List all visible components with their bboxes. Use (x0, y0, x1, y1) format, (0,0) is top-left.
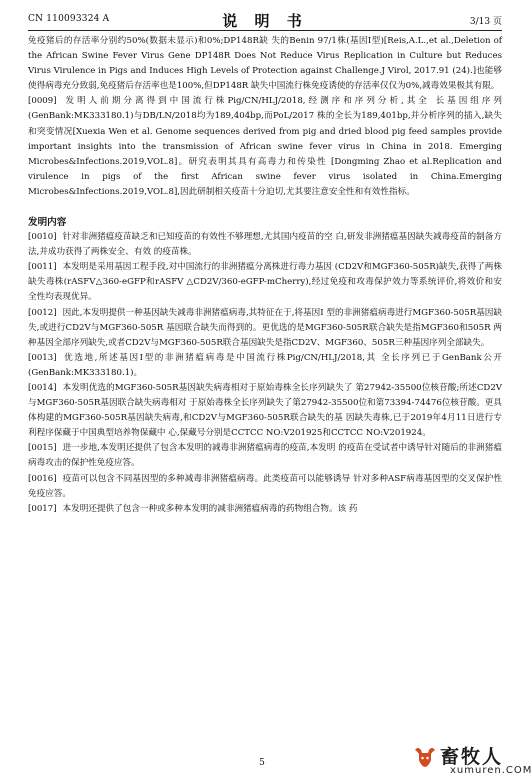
paragraph-0014 (28, 381, 502, 441)
paragraph-text: 疫苗可以包含不同基因型的多种减毒非洲猪瘟病毒。此类疫苗可以能够诱导 针对多种ASF病毒基因型的交叉保护性免疫应答。 (28, 473, 502, 499)
paragraph-tag: [0017] (28, 503, 57, 514)
paragraph-text: 本发明是采用基因工程手段,对中国流行的非洲猪瘟分离株进行毒力基因 (CD2V和MGF360-505R)缺失,获得了两株缺失毒株(rASFV△360-eGFP和rASFV △CD2V/360-eGFP-mCherry),经过免疫和攻毒保护效力等系统评价,将效价和安 全性均表现优异。 (28, 262, 502, 303)
document-title: 说 明 书 (222, 12, 308, 30)
paragraph-text: 发明人前期分离得到中国流行株Pig/CN/HLJ/2018,经测序和序列分析,其全 长基因组序列(GenBank:MK333180.1)与DB/LN/2018均为189,404bp,而PoL/2017 株的全长为189,401bp,并分析序列的插入,缺失和突变情况[Xuexia Wen et al. Genome sequences derived from pig and dried blood pig feed samples provide important insights into the transmission of African swine fever virus in China in 2018. Emerging Microbes&Infections.2019,VOL.8]。研究表明其具有高毒力和传染性 [Dongming Zhao et al.Replication and virulence in pigs of the first African swine fever virus isolated in China.Emerging Microbes&Infections.2019,VOL.8],因此研制相关疫苗十分迫切,尤其要注意安全性和有效性指标。 (28, 96, 502, 197)
paragraph-text: 针对非洲猪瘟疫苗缺乏和已知疫苗的有效性不够理想,尤其国内疫苗的空 白,研发非洲猪瘟基因缺失减毒疫苗的制备方法,并成功获得了两株安全、有效 的疫苗株。 (28, 232, 502, 258)
section-heading: 发明内容 (28, 217, 67, 229)
watermark-logo (412, 742, 532, 778)
watermark-name: 畜牧人 (440, 746, 504, 768)
paragraph-0012 (28, 306, 502, 351)
paragraph-0010 (28, 230, 502, 260)
paragraph-text: 本发明优选的MGF360-505R基因缺失病毒相对于原始毒株全长序列缺失了 第27942-35500位核苷酸;所述CD2V与MGF360-505R基因联合缺失病毒相对 于原始毒株全长序列缺失了第27942-35500位和第73394-74476位核苷酸。更具 体构建的MGF360-505R基因缺失病毒,和CD2V与MGF360-505R联合缺失的基 因缺失毒株,已于2019年4月11日进行专利程序保藏于中国典型培养物保藏中 心,保藏号分别是CCTCC NO:V201925和CCTCC NO:V201924。 (28, 382, 502, 439)
paragraph-text: 进一步地,本发明还提供了包含本发明的减毒非洲猪瘟病毒的疫苗,本发明 的疫苗在受试者中诱导针对随后的非洲猪瘟病毒攻击的保护性免疫应答。 (28, 443, 502, 469)
page-number: 5 (259, 758, 265, 768)
document-body (28, 34, 502, 517)
publication-number: CN 110093324 A (28, 14, 110, 24)
watermark-url: xumuren.COM (450, 765, 532, 776)
paragraph-tag: [0014] (28, 382, 57, 393)
paragraph-0015 (28, 441, 502, 471)
paragraph-text: 优选地,所述基因I型的非洲猪瘟病毒是中国流行株Pig/CN/HLJ/2018,其 全长序列已于GenBank公开(GenBank:MK333180.1)。 (28, 352, 502, 378)
paragraph-text: 因此,本发明提供一种基因缺失减毒非洲猪瘟病毒,其特征在于,将基因I 型的非洲猪瘟病毒进行MGF360-505R基因缺失,或进行CD2V与MGF360-505R 基因联合缺失而得到的。更优选的是MGF360-505R联合缺失是指MGF360和505R 两种基因全部序列缺失,或者CD2V与MGF360-505R联合基因缺失是指CD2V、MGF360、505R三种基因序列全部缺失。 (28, 307, 502, 348)
paragraph-0016 (28, 472, 502, 502)
paragraph-0011 (28, 260, 502, 305)
paragraph-tag: [0016] (28, 473, 57, 484)
paragraph-text: 本发明还提供了包含一种或多种本发明的减非洲猪瘟病毒的药物组合物。该 药 (62, 503, 358, 514)
paragraph-0009 (28, 94, 502, 200)
paragraph-tag: [0011] (28, 262, 57, 273)
header-rule (28, 30, 502, 31)
paragraph-tag: [0015] (28, 443, 57, 454)
page-index: 3/13 页 (469, 17, 502, 27)
paragraph-continuation (28, 34, 502, 94)
paragraph-tag: [0009] (28, 96, 57, 107)
paragraph-0013 (28, 351, 502, 381)
spacer (28, 200, 502, 215)
paragraph-tag: [0012] (28, 307, 57, 318)
paragraph-text: 免疫猪后的存活率分别约50%(数据未显示)和0%;DP148R缺 失的Benin 97/1株(基因I型)[Reis,A.L.,et al.,Deletion of the African Swine Fever Virus Gene DP148R Does Not Reduce Virus Replication in Culture but Reduces Virus Virulence in Pigs and Induces High Levels of Protection against Challenge.J Virol, 2017.91 (24).]也能够使得病毒充分致弱,免疫猪后存活率也是100%,但DP148R 缺失中国流行株免疫诱使的存活率仅仅为0%,减毒效果极其有限。 (28, 36, 502, 92)
paragraph-tag: [0010] (28, 232, 57, 243)
paragraph-tag: [0013] (28, 352, 57, 363)
ox-head-icon (412, 744, 438, 770)
page-header (28, 10, 502, 32)
paragraph-0017 (28, 502, 502, 517)
